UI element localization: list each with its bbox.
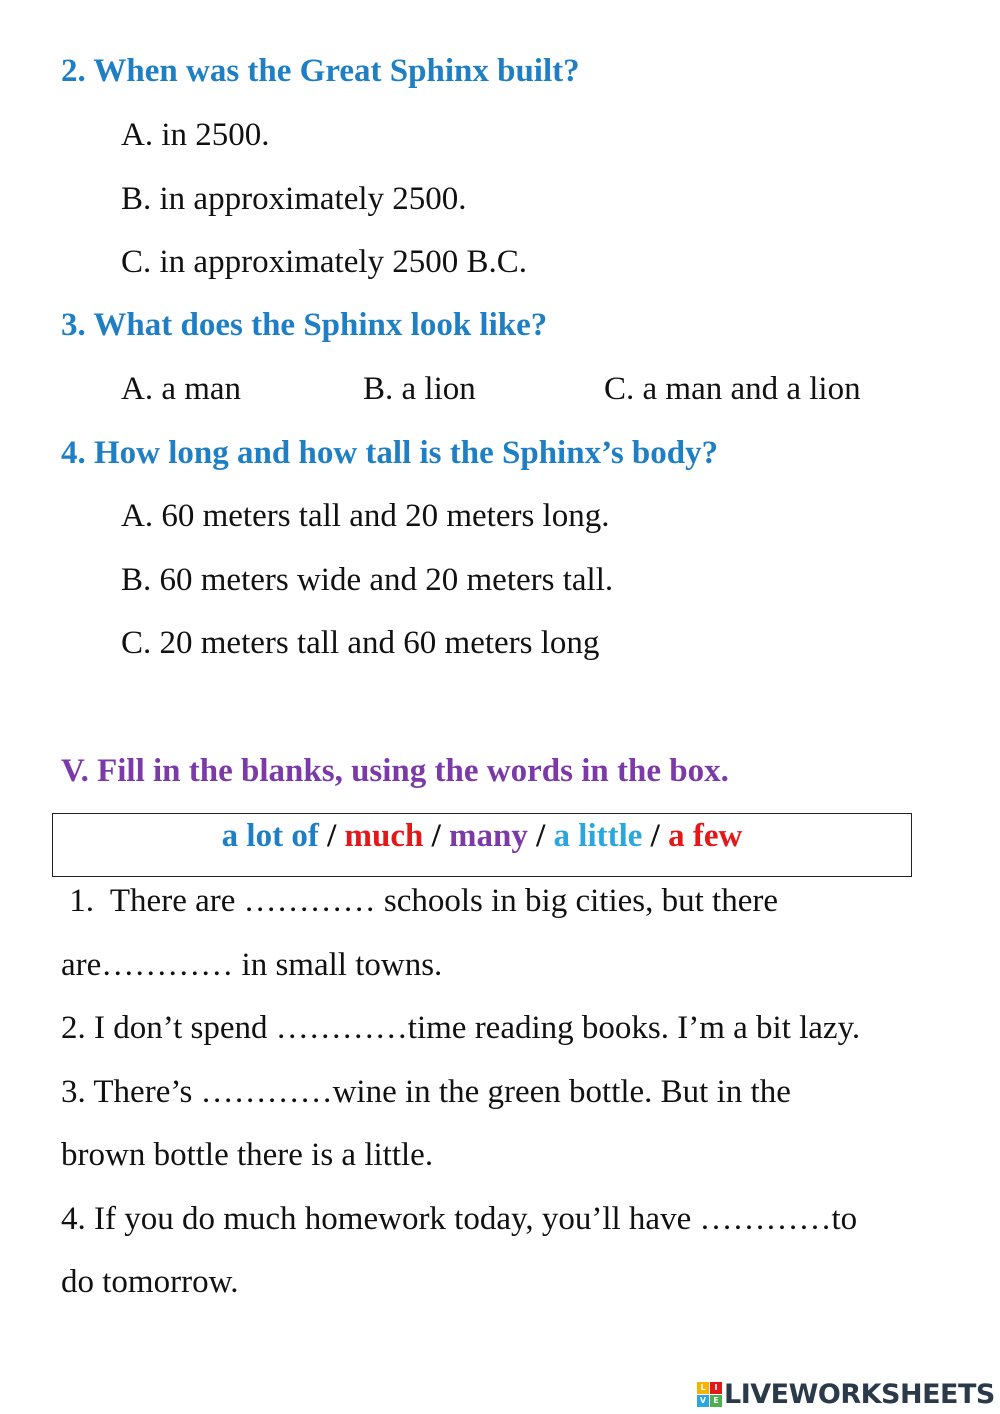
liveworksheets-logo[interactable] bbox=[697, 1374, 995, 1414]
sentence-2: 2. I don’t spend …………time reading books. I’m a bit lazy. bbox=[61, 1010, 861, 1046]
logo-letter-i: I bbox=[710, 1382, 722, 1394]
question-4-option-b: B. 60 meters wide and 20 meters tall. bbox=[121, 562, 614, 598]
word-a-little: a little bbox=[553, 818, 643, 854]
word-separator: / bbox=[527, 818, 554, 854]
word-separator: / bbox=[318, 818, 345, 854]
word-separator: / bbox=[423, 818, 450, 854]
question-2-option-a: A. in 2500. bbox=[121, 117, 270, 153]
word-a-lot-of: a lot of bbox=[221, 818, 319, 854]
word-many: many bbox=[449, 818, 528, 854]
sentence-1-line-1: 1. There are ………… schools in big cities, but there bbox=[61, 883, 778, 919]
question-4-option-c: C. 20 meters tall and 60 meters long bbox=[121, 625, 600, 661]
question-2-title: 2. When was the Great Sphinx built? bbox=[61, 53, 580, 89]
logo-letter-l: L bbox=[697, 1382, 709, 1394]
word-a-few: a few bbox=[668, 818, 743, 854]
section-v-heading: V. Fill in the blanks, using the words in the box. bbox=[61, 753, 729, 789]
logo-letter-v: V bbox=[697, 1395, 709, 1407]
question-3-option-a: A. a man bbox=[121, 371, 242, 407]
question-2-option-c: C. in approximately 2500 B.C. bbox=[121, 244, 528, 280]
sentence-4-line-1: 4. If you do much homework today, you’ll have …………to bbox=[61, 1201, 858, 1237]
question-4-title: 4. How long and how tall is the Sphinx’s body? bbox=[61, 435, 719, 471]
question-2-option-b: B. in approximately 2500. bbox=[121, 181, 467, 217]
sentence-3-line-1: 3. There’s …………wine in the green bottle. But in the bbox=[61, 1074, 791, 1110]
word-separator: / bbox=[642, 818, 669, 854]
word-box bbox=[52, 813, 912, 877]
sentence-4-line-2: do tomorrow. bbox=[61, 1264, 239, 1300]
word-much: much bbox=[344, 818, 424, 854]
question-4-option-a: A. 60 meters tall and 20 meters long. bbox=[121, 498, 610, 534]
question-3-option-b: B. a lion bbox=[363, 371, 476, 407]
sentence-3-line-2: brown bottle there is a little. bbox=[61, 1137, 434, 1173]
question-3-title: 3. What does the Sphinx look like? bbox=[61, 307, 548, 343]
logo-icon bbox=[697, 1382, 722, 1407]
logo-text: LIVEWORKSHEETS bbox=[724, 1378, 995, 1410]
sentence-1-line-2: are………… in small towns. bbox=[61, 947, 443, 983]
question-3-option-c: C. a man and a lion bbox=[604, 371, 861, 407]
logo-letter-e: E bbox=[710, 1395, 722, 1407]
